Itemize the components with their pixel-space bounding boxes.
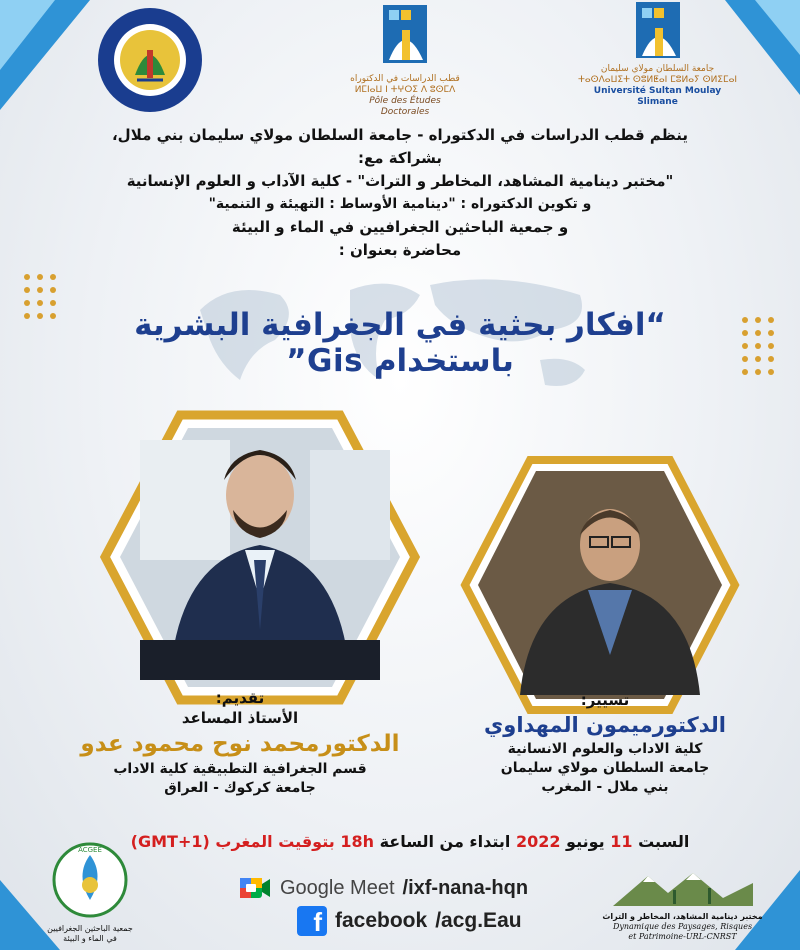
doctoral-studies-pole-logo — [345, 0, 465, 118]
presenter-block — [60, 688, 420, 798]
dots-decoration — [22, 272, 62, 332]
ped-logo-tf: ⵍⵎⵏⴰⵡ ⵏ ⵜⵖⵔⵉ ⴷ ⵓⵙⵎⴷ — [354, 85, 456, 95]
moderator-affiliation: جامعة السلطان مولاي سليمان — [500, 760, 710, 776]
intro-line: ينظم قطب الدراسات في الدكتوراه - جامعة السلطان مولاي سليمان بني ملال، — [111, 126, 689, 144]
date-tz: (GMT+1) — [130, 832, 210, 851]
ped-logo-ar: قطب الدراسات في الدكتوراه — [350, 74, 460, 84]
date-hour: 18h — [340, 832, 374, 851]
google-meet-label: Google Meet — [280, 876, 395, 899]
date-day-num: 11 — [610, 832, 633, 851]
moderator-name: الدكتورميمون المهداوي — [484, 713, 726, 737]
moderator-photo — [460, 455, 740, 715]
landscape-lab-logo — [600, 868, 765, 948]
google-meet-icon — [238, 874, 272, 902]
corner-decoration — [0, 0, 55, 70]
presenter-role: تقديم: — [215, 689, 265, 707]
presenter-rank: الأستاذ المساعد — [181, 709, 299, 727]
moderator-block — [455, 690, 755, 797]
presenter-name: الدكتورمحمد نوح محمود عدو — [80, 731, 400, 757]
facebook-label: facebook — [335, 909, 428, 932]
acg-association-logo — [40, 840, 140, 950]
moderator-affiliation: كلية الاداب والعلوم الانسانية — [507, 741, 703, 757]
google-meet-code: /ixf-nana-hqn — [402, 876, 529, 899]
corner-decoration — [755, 0, 800, 55]
moderator-role: تسيير: — [580, 691, 630, 709]
acg-logo-top: ACGEE — [78, 846, 102, 854]
intro-line: و جمعية الباحثين الجغرافيين في الماء و البيئة — [231, 218, 569, 236]
presenter-photo — [100, 410, 420, 705]
intro-line: "مختبر دينامية المشاهد، المخاطر و التراث" - كلية الآداب و العلوم الإنسانية — [126, 172, 674, 190]
google-meet-link[interactable] — [238, 873, 528, 903]
usms-university-logo — [575, 0, 740, 108]
date-year: 2022 — [515, 832, 561, 851]
acg-logo-caption: في الماء و البيئة — [63, 934, 117, 943]
ped-logo-fr: Pôle des Études Doctorales — [369, 96, 441, 117]
lab-logo-fr: Dynamique des Paysages, Risques — [612, 922, 753, 931]
dots-decoration — [740, 315, 780, 385]
kirkuk-university-logo — [95, 5, 205, 115]
lab-logo-fr: et Patrimoine-URL-CNRST — [628, 932, 737, 941]
date-tz-label: بتوقيت المغرب — [215, 832, 335, 851]
intro-line: بشراكة مع: — [358, 149, 442, 167]
intro-line: و تكوين الدكتوراه : "دينامية الأوساط : التهيئة و التنمية" — [208, 196, 592, 212]
moderator-affiliation: بني ملال - المغرب — [541, 779, 669, 795]
facebook-link[interactable] — [297, 905, 522, 937]
facebook-icon: f — [297, 906, 327, 936]
organizers-intro — [80, 124, 720, 262]
usms-logo-ar: جامعة السلطان مولاي سليمان — [600, 64, 715, 74]
intro-line: محاضرة بعنوان : — [338, 241, 462, 259]
usms-logo-tf: ⵜⴰⵙⴷⴰⵡⵉⵜ ⵙⵓⵍⵟⴰⵏ ⵎⵓⵍⴰⵢ ⵙⵍⵉⵎⴰⵏ — [577, 75, 738, 85]
date-from: ابتداء من الساعة — [379, 832, 511, 851]
facebook-handle: /acg.Eau — [435, 909, 522, 932]
event-date — [110, 832, 710, 851]
date-day: السبت — [638, 832, 690, 851]
date-month: يونيو — [566, 832, 605, 851]
lab-logo-ar: مختبر دينامية المشاهد، المخاطر و التراث — [602, 912, 763, 921]
acg-logo-caption: جمعية الباحثين الجغرافيين — [47, 924, 133, 933]
presenter-affiliation: قسم الجغرافية التطبيقية كلية الاداب — [113, 761, 367, 777]
usms-logo-fr: Université Sultan Moulay Slimane — [593, 86, 722, 107]
lecture-title: “افكار بحثية في الجغرافية البشرية باستخدام Gis” — [134, 307, 666, 379]
presenter-affiliation: جامعة كركوك - العراق — [164, 780, 316, 796]
